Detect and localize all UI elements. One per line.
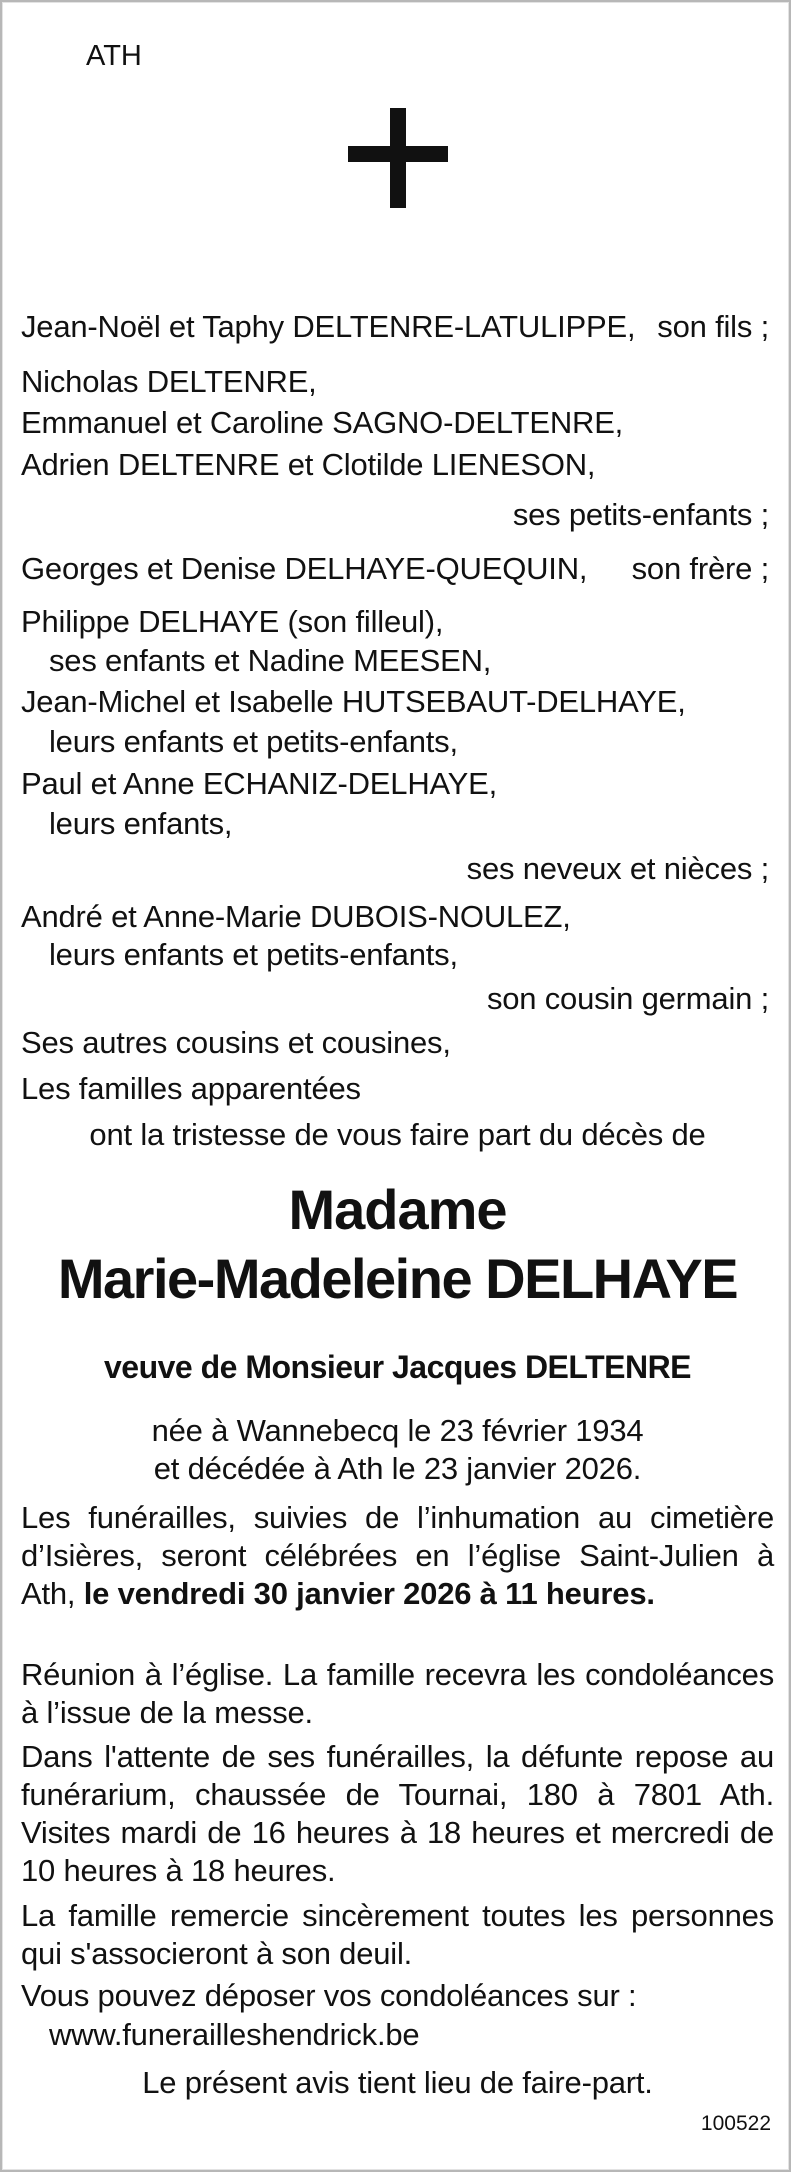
funeral-paragraph: [21, 1499, 774, 1613]
family-relation: ses neveux et nièces ;: [466, 851, 769, 886]
family-name: Paul et Anne ECHANIZ-DELHAYE,: [21, 766, 498, 801]
announcement-intro: ont la tristesse de vous faire part du décès de: [89, 1117, 706, 1152]
condolences-website-link[interactable]: www.funerailleshendrick.be: [49, 2017, 420, 2052]
deceased-title: Madame: [288, 1178, 507, 1241]
deceased-name: Marie-Madeleine DELHAYE: [57, 1247, 738, 1310]
family-detail: leurs enfants et petits-enfants,: [49, 937, 458, 972]
family-detail: leurs enfants et petits-enfants,: [49, 724, 458, 759]
family-name: Philippe DELHAYE (son filleul),: [21, 604, 444, 639]
family-relation: son frère ;: [631, 551, 769, 586]
family-name: André et Anne-Marie DUBOIS-NOULEZ,: [21, 899, 571, 934]
family-detail: leurs enfants,: [49, 806, 233, 841]
thanks-paragraph: La famille remercie sincèrement toutes les personnes qui s'associeront à son deuil.: [21, 1898, 774, 1971]
family-name: Les familles apparentées: [21, 1071, 361, 1106]
closing-note: Le présent avis tient lieu de faire-part.: [142, 2065, 653, 2100]
family-name: Jean-Michel et Isabelle HUTSEBAUT-DELHAYE,: [21, 684, 686, 719]
family-name: Georges et Denise DELHAYE-QUEQUIN,: [21, 551, 588, 586]
family-relation: son cousin germain ;: [486, 981, 769, 1016]
funeral-text: Les funérailles, suivies de l’inhumation au cimetière d’Isières, seront célébrées en l’église Saint-Julien à Ath,: [21, 1500, 774, 1611]
death-info: et décédée à Ath le 23 janvier 2026.: [153, 1451, 642, 1486]
reunion-paragraph: Réunion à l’église. La famille recevra les condoléances à l’issue de la messe.: [21, 1657, 774, 1730]
family-name: Ses autres cousins et cousines,: [21, 1025, 451, 1060]
funeral-date: le vendredi 30 janvier 2026 à 11 heures.: [83, 1576, 655, 1611]
family-detail: ses enfants et Nadine MEESEN,: [49, 643, 492, 678]
visits-paragraph: Dans l'attente de ses funérailles, la défunte repose au funérarium, chaussée de Tournai, 180 à 7801 Ath. Visites mardi de 16 heures à 18 heures et mercredi de 10 heures à 18 heures.: [21, 1739, 774, 1888]
reference-number: 100522: [700, 2112, 771, 2135]
family-name: Nicholas DELTENRE,: [21, 364, 317, 399]
family-name: Adrien DELTENRE et Clotilde LIENESON,: [21, 447, 596, 482]
birth-info: née à Wannebecq le 23 février 1934: [151, 1413, 644, 1448]
family-name: Emmanuel et Caroline SAGNO-DELTENRE,: [21, 405, 624, 440]
widow-of: veuve de Monsieur Jacques DELTENRE: [103, 1349, 692, 1385]
family-relation: son fils ;: [657, 309, 769, 344]
notice-place: ATH: [86, 40, 142, 72]
family-name: Jean-Noël et Taphy DELTENRE-LATULIPPE,: [21, 309, 636, 344]
condolences-label: Vous pouvez déposer vos condoléances sur :: [21, 1978, 637, 2013]
family-relation: ses petits-enfants ;: [512, 497, 769, 532]
cross-icon: [348, 108, 448, 208]
